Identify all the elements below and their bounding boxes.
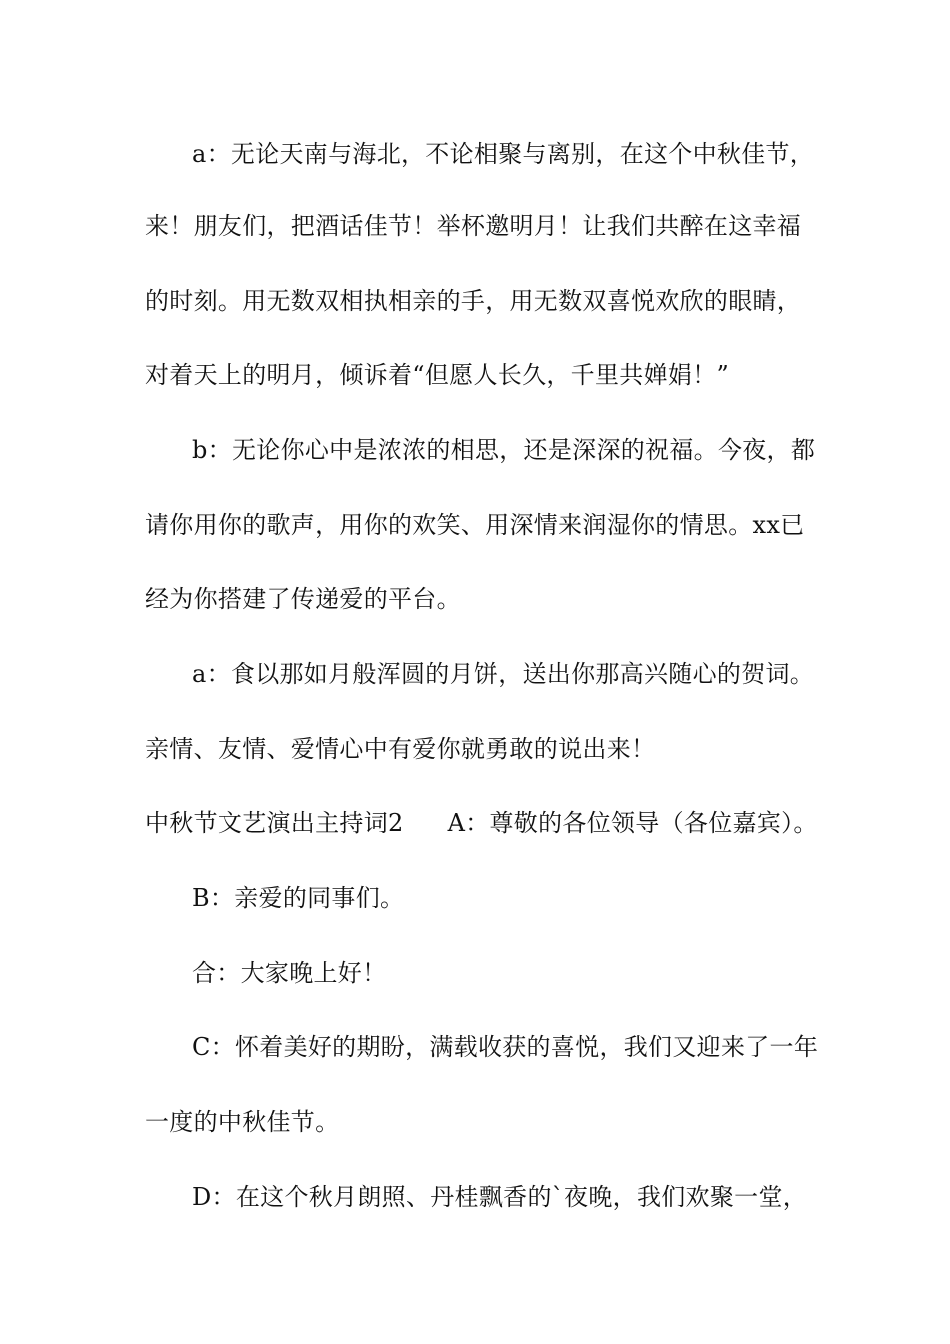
paragraph-line: 来！朋友们，把酒话佳节！举杯邀明月！让我们共醉在这幸福 [145, 212, 802, 240]
section-heading-line [145, 808, 818, 838]
paragraph-line: D：在这个秋月朗照、丹桂飘香的`夜晚，我们欢聚一堂， [192, 1183, 808, 1211]
paragraph-line: a：食以那如月般浑圆的月饼，送出你那高兴随心的贺词。 [192, 660, 815, 688]
paragraph-line: 对着天上的明月，倾诉着“但愿人长久，千里共婵娟！” [145, 361, 730, 389]
paragraph-line: 亲情、友情、爱情心中有爱你就勇敢的说出来！ [145, 735, 656, 763]
paragraph-line: b：无论你心中是浓浓的相思，还是深深的祝福。今夜，都 [192, 436, 816, 464]
paragraph-line: 经为你搭建了传递爱的平台。 [145, 585, 461, 613]
paragraph-line: 的时刻。用无数双相执相亲的手，用无数双喜悦欢欣的眼睛， [145, 287, 802, 315]
paragraph-line: 合：大家晚上好！ [192, 959, 387, 987]
paragraph-line: B：亲爱的同事们。 [192, 884, 405, 912]
paragraph-line: 请你用你的歌声，用你的欢笑、用深情来润湿你的情思。xx已 [145, 511, 805, 539]
section-title: 中秋节文艺演出主持词2 [145, 809, 404, 837]
paragraph-line: 一度的中秋佳节。 [145, 1108, 340, 1136]
paragraph-line: a：无论天南与海北，不论相聚与离别，在这个中秋佳节， [192, 140, 815, 168]
paragraph-text: A：尊敬的各位领导（各位嘉宾）。 [447, 809, 818, 837]
paragraph-line: C：怀着美好的期盼，满载收获的喜悦，我们又迎来了一年 [192, 1033, 819, 1061]
